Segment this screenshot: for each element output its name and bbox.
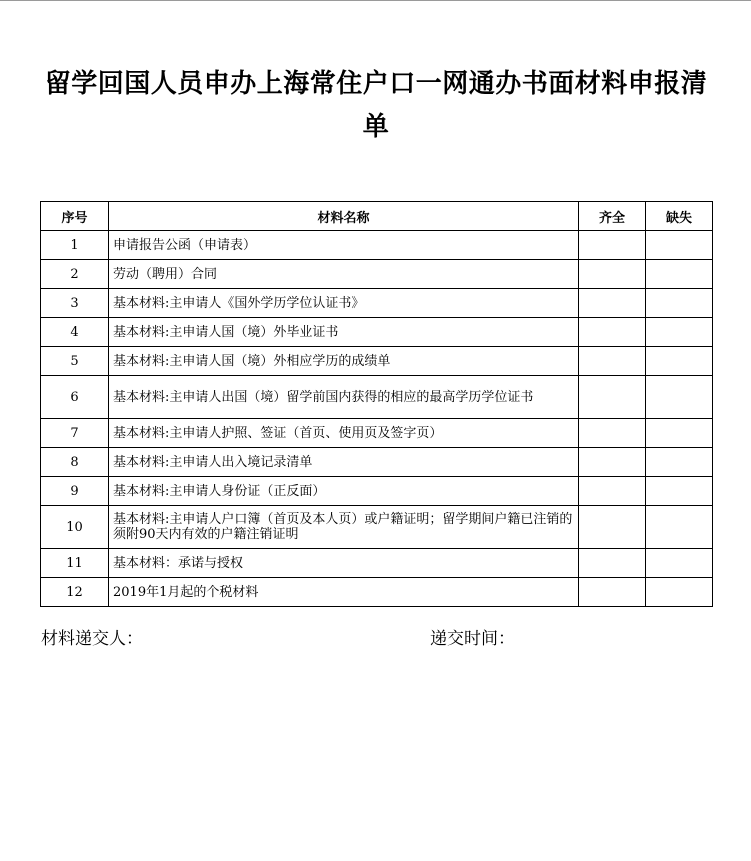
row-missing-cell[interactable] — [646, 347, 713, 376]
row-complete-cell[interactable] — [579, 578, 646, 607]
row-index: 11 — [41, 549, 109, 578]
row-index: 6 — [41, 376, 109, 419]
header-index: 序号 — [41, 202, 109, 231]
row-complete-cell[interactable] — [579, 318, 646, 347]
table-row — [41, 347, 713, 376]
row-index: 1 — [41, 231, 109, 260]
row-missing-cell[interactable] — [646, 260, 713, 289]
row-complete-cell[interactable] — [579, 260, 646, 289]
header-material-name: 材料名称 — [109, 202, 579, 231]
row-index: 3 — [41, 289, 109, 318]
row-complete-cell[interactable] — [579, 289, 646, 318]
table-header-row — [41, 202, 713, 231]
row-missing-cell[interactable] — [646, 376, 713, 419]
row-material-name: 基本材料:主申请人身份证（正反面） — [109, 477, 579, 506]
row-material-name: 基本材料:主申请人护照、签证（首页、使用页及签字页） — [109, 419, 579, 448]
row-missing-cell[interactable] — [646, 231, 713, 260]
table-row — [41, 318, 713, 347]
row-complete-cell[interactable] — [579, 506, 646, 549]
row-missing-cell[interactable] — [646, 506, 713, 549]
header-complete: 齐全 — [579, 202, 646, 231]
row-complete-cell[interactable] — [579, 549, 646, 578]
row-missing-cell[interactable] — [646, 289, 713, 318]
row-index: 10 — [41, 506, 109, 549]
row-material-name: 基本材料:主申请人国（境）外毕业证书 — [109, 318, 579, 347]
header-missing: 缺失 — [646, 202, 713, 231]
row-missing-cell[interactable] — [646, 477, 713, 506]
row-material-name: 基本材料:主申请人出入境记录清单 — [109, 448, 579, 477]
table-row — [41, 289, 713, 318]
table-row — [41, 506, 713, 549]
row-material-name: 申请报告公函（申请表） — [109, 231, 579, 260]
row-missing-cell[interactable] — [646, 448, 713, 477]
row-complete-cell[interactable] — [579, 376, 646, 419]
submit-time-label: 递交时间： — [430, 629, 515, 649]
submitter-label: 材料递交人： — [41, 629, 143, 649]
page-top-border — [0, 0, 751, 1]
table-row — [41, 578, 713, 607]
row-material-name: 基本材料:主申请人《国外学历学位认证书》 — [109, 289, 579, 318]
table-row — [41, 376, 713, 419]
table-row — [41, 549, 713, 578]
row-missing-cell[interactable] — [646, 578, 713, 607]
row-index: 7 — [41, 419, 109, 448]
table-row — [41, 448, 713, 477]
row-index: 12 — [41, 578, 109, 607]
page-title: 留学回国人员申办上海常住户口一网通办书面材料申报清单 — [44, 69, 708, 142]
row-complete-cell[interactable] — [579, 419, 646, 448]
row-index: 9 — [41, 477, 109, 506]
table-row — [41, 477, 713, 506]
table-row — [41, 260, 713, 289]
row-material-name: 劳动（聘用）合同 — [109, 260, 579, 289]
row-index: 5 — [41, 347, 109, 376]
materials-checklist-table — [40, 201, 713, 607]
row-missing-cell[interactable] — [646, 419, 713, 448]
row-complete-cell[interactable] — [579, 231, 646, 260]
row-complete-cell[interactable] — [579, 477, 646, 506]
row-missing-cell[interactable] — [646, 549, 713, 578]
row-complete-cell[interactable] — [579, 347, 646, 376]
row-missing-cell[interactable] — [646, 318, 713, 347]
row-index: 8 — [41, 448, 109, 477]
row-material-name: 基本材料：承诺与授权 — [109, 549, 579, 578]
table-row — [41, 231, 713, 260]
row-material-name: 2019年1月起的个税材料 — [109, 578, 579, 607]
row-material-name: 基本材料:主申请人出国（境）留学前国内获得的相应的最高学历学位证书 — [109, 376, 579, 419]
table-row — [41, 419, 713, 448]
row-complete-cell[interactable] — [579, 448, 646, 477]
row-index: 4 — [41, 318, 109, 347]
row-material-name: 基本材料:主申请人国（境）外相应学历的成绩单 — [109, 347, 579, 376]
row-index: 2 — [41, 260, 109, 289]
row-material-name: 基本材料:主申请人户口簿（首页及本人页）或户籍证明；留学期间户籍已注销的须附90天内有效的户籍注销证明 — [109, 506, 579, 549]
